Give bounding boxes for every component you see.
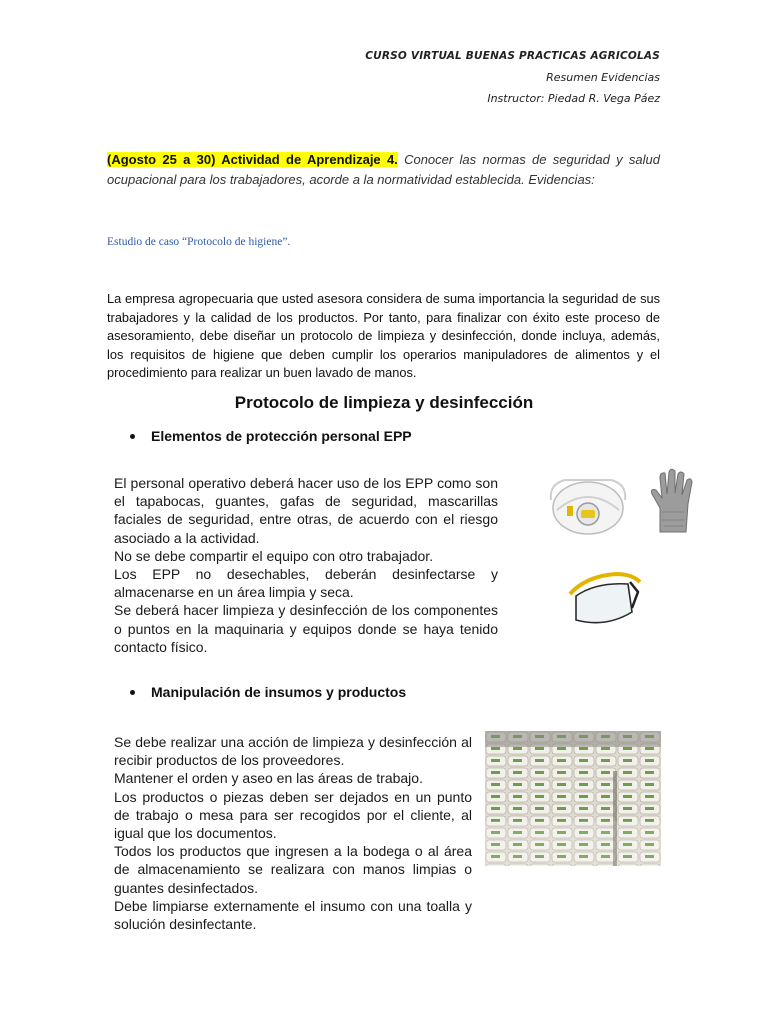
respirator-mask-image — [545, 470, 631, 542]
bullet-icon — [130, 434, 135, 439]
glove-image — [648, 468, 700, 534]
section-handling-heading-text: Manipulación de insumos y productos — [151, 684, 407, 700]
handling-paragraph: Todos los productos que ingresen a la bodega o al área de almacenamiento se realizara con manos limpias o guantes desinfectados. — [114, 843, 472, 896]
case-study-label: Estudio de caso “Protocolo de higiene”. — [107, 236, 291, 248]
section-epp-heading-text: Elementos de protección personal EPP — [151, 428, 412, 444]
course-title: CURSO VIRTUAL BUENAS PRACTICAS AGRICOLAS — [365, 50, 660, 62]
handling-paragraph: Debe limpiarse externamente el insumo con una toalla y solución desinfectante. — [114, 897, 472, 933]
activity-statement — [107, 150, 660, 190]
epp-paragraph: Se deberá hacer limpieza y desinfección de los componentes o puntos en la maquinaria y equipos donde se haya tenido contacto físico. — [114, 602, 498, 655]
section-handling-body — [114, 733, 472, 933]
epp-paragraph: Los EPP no desechables, deberán desinfectarse y almacenarse en un área limpia y seca. — [114, 566, 498, 601]
document-subtitle: Resumen Evidencias — [546, 71, 660, 84]
main-title: Protocolo de limpieza y desinfección — [234, 393, 534, 412]
handling-paragraph: Se debe realizar una acción de limpieza y desinfección al recibir productos de los proveedores. — [114, 734, 472, 769]
face-shield-image — [566, 568, 642, 630]
handling-paragraph: Los productos o piezas deben ser dejados en un punto de trabajo o mesa para ser recogidos por el cliente, al igual que los documentos. — [114, 788, 472, 842]
epp-paragraph: El personal operativo deberá hacer uso de los EPP como son el tapabocas, guantes, gafas de seguridad, mascarillas faciales de seguridad, entre otras, de acuerdo con el riesgo asociado a la actividad. — [114, 475, 498, 546]
section-handling-heading — [130, 684, 406, 700]
document-header — [365, 46, 660, 109]
section-epp-heading — [130, 428, 412, 444]
intro-paragraph: La empresa agropecuaria que usted asesora considera de suma importancia la seguridad de sus trabajadores y la calidad de los productos. Por tanto, para finalizar con éxito este proceso de asesoramiento, debe diseñar un protocolo de limpieza y desinfección, donde incluya, además, los requisitos de higiene que deben cumplir los operarios manipuladores de alimentos y el procedimiento para realizar un buen lavado de manos. — [107, 291, 660, 380]
warehouse-sacks-image — [485, 731, 661, 866]
activity-highlight: (Agosto 25 a 30) Actividad de Aprendizaje 4. — [107, 152, 398, 167]
handling-paragraph: Mantener el orden y aseo en las áreas de trabajo. — [114, 770, 423, 787]
section-epp-body — [114, 474, 498, 656]
epp-paragraph: No se debe compartir el equipo con otro trabajador. — [114, 547, 434, 564]
bullet-icon — [130, 690, 135, 695]
activity-description: Conocer las normas de seguridad y salud ocupacional para los trabajadores, acorde a la normatividad establecida. Evidencias: — [107, 152, 660, 187]
instructor-name: Instructor: Piedad R. Vega Páez — [487, 92, 660, 105]
